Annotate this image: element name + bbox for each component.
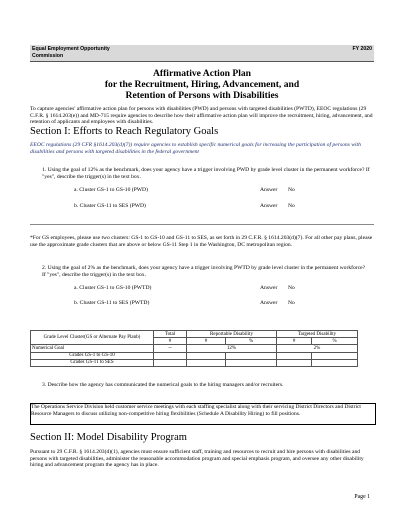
rep-pct: % — [226, 338, 277, 345]
q1a-answer-label: Answer — [260, 187, 278, 193]
row-total — [154, 359, 187, 366]
row-label: Grades GS-1 to GS-10 — [31, 352, 154, 359]
gs-note: *For GS employees, please use two clusters: GS-1 to GS-10 and GS-11 to SES, as set forth in 29 C.F.R. § 1614.203(d)(7). For all other pay plans, please use the approximate grade clusters that are above or below GS-11 Step 1 in the Washington, DC metropolitan region. — [30, 235, 373, 248]
title-line-2: for the Recruitment, Hiring, Advancement, and — [104, 79, 300, 90]
row-rep-pct — [226, 359, 277, 366]
section-2-body: Pursuant to 29 C.F.R. § 1614.203(d)(1), agencies must ensure sufficient staff, training and resources to recruit and hire persons with disabilities and persons with targeted disabilities, administer the reasonable accommodation program and special emphasis program, and oversee any other disability hiring and advancement program the agency has in place. — [30, 449, 364, 469]
q2b-answer-label: Answer — [260, 300, 278, 306]
page-number: Page 1 — [354, 494, 370, 500]
q1b-answer-label: Answer — [260, 203, 278, 209]
question-1: 1. Using the goal of 12% as the benchmark, does your agency have a trigger involving PWD by grade level cluster in the permanent workforce? If "yes", describe the trigger(s) in the text box. — [42, 167, 370, 180]
total-hash: # — [154, 338, 187, 345]
intro-paragraph: To capture agencies' affirmative action plan for persons with disabilities (PWD) and persons with targeted disabilities (PWTD), EEOC regulations (29 C.F.R. § 1614.203(e)) and MD-715 require agencies to describe how their affirmative action plan will improve the recruitment, hiring, advancement, and retention of applicants and employees with disabilities. — [30, 106, 373, 126]
q2a-row — [74, 285, 314, 291]
question-3: 3. Describe how the agency has communicated the numerical goals to the hiring managers and/or recruiters. — [42, 382, 284, 388]
q2b-label: b. Cluster GS-11 to SES (PWTD) — [74, 300, 150, 306]
row-tgt-num — [277, 352, 312, 359]
row-total — [154, 352, 187, 359]
row-rep-num — [187, 359, 226, 366]
col-total: Total — [154, 331, 187, 338]
agency-line-1: Equal Employment Opportunity — [32, 46, 110, 52]
tgt-pct: % — [312, 338, 358, 345]
table-row — [31, 359, 358, 366]
rep-hash: # — [187, 338, 226, 345]
row-tgt-pct — [312, 352, 358, 359]
row-label: Numerical Goal — [31, 345, 154, 352]
agency-name — [32, 46, 182, 59]
q2a-answer-label: Answer — [260, 285, 278, 291]
row-rep-pct — [226, 352, 277, 359]
header-bar — [30, 45, 374, 62]
question-2: 2. Using the goal of 2% as the benchmark, does your agency have a trigger involving PWTD by grade level cluster in the permanent workforce? If "yes", describe the trigger(s) in the text box. — [42, 265, 366, 278]
q1b-label: b. Cluster GS-11 to SES (PWD) — [74, 203, 146, 209]
col-reportable: Reportable Disability — [187, 331, 277, 338]
section-1-note: EEOC regulations (29 CFR §1614.203(d)(7)) require agencies to establish specific numerical goals for increasing the participation of persons with disabilities and persons with targeted disabilities in the federal government — [30, 142, 361, 155]
title-line-3: Retention of Persons with Disabilities — [125, 90, 279, 101]
q2a-answer-value: No — [288, 285, 295, 291]
row-tgt-num — [277, 359, 312, 366]
q2b-row — [74, 300, 314, 306]
row-total: -- — [154, 345, 187, 352]
fiscal-year: FY 2020 — [352, 46, 372, 52]
row-targeted: 2% — [277, 345, 358, 352]
table-row — [31, 345, 358, 352]
table-row — [31, 352, 358, 359]
col-targeted: Targeted Disability — [277, 331, 358, 338]
q3-answer-box: The Operations Service Division held customer service meetings with each staffing specialist along with their servicing District Directors and District Resource Managers to discuss utilizing non-competitive hiring flexibilities (Schedule A Disability Hiring) to fill positions. — [30, 403, 376, 425]
row-tgt-pct — [312, 359, 358, 366]
table-header-row — [31, 331, 358, 338]
q1a-row — [74, 187, 314, 193]
row-rep-num — [187, 352, 226, 359]
q2a-label: a. Cluster GS-1 to GS-10 (PWTD) — [74, 285, 152, 291]
agency-line-2: Commission — [32, 52, 64, 59]
q1b-row — [74, 203, 314, 209]
row-label: Grades GS-11 to SES — [31, 359, 154, 366]
q2b-answer-value: No — [288, 300, 295, 306]
title-line-1: Affirmative Action Plan — [152, 68, 252, 79]
row-reportable: 12% — [187, 345, 277, 352]
goals-table — [30, 330, 358, 367]
page-title — [30, 68, 374, 101]
section-2-heading: Section II: Model Disability Program — [30, 432, 187, 443]
tgt-hash: # — [277, 338, 312, 345]
col-grade: Grade Level Cluster(GS or Alternate Pay Planb) — [31, 331, 154, 345]
q1a-label: a. Cluster GS-1 to GS-10 (PWD) — [74, 187, 148, 193]
section-1-heading: Section I: Efforts to Reach Regulatory Goals — [30, 126, 219, 137]
q1b-answer-value: No — [288, 203, 295, 209]
q1a-answer-value: No — [288, 187, 295, 193]
divider — [30, 224, 374, 225]
